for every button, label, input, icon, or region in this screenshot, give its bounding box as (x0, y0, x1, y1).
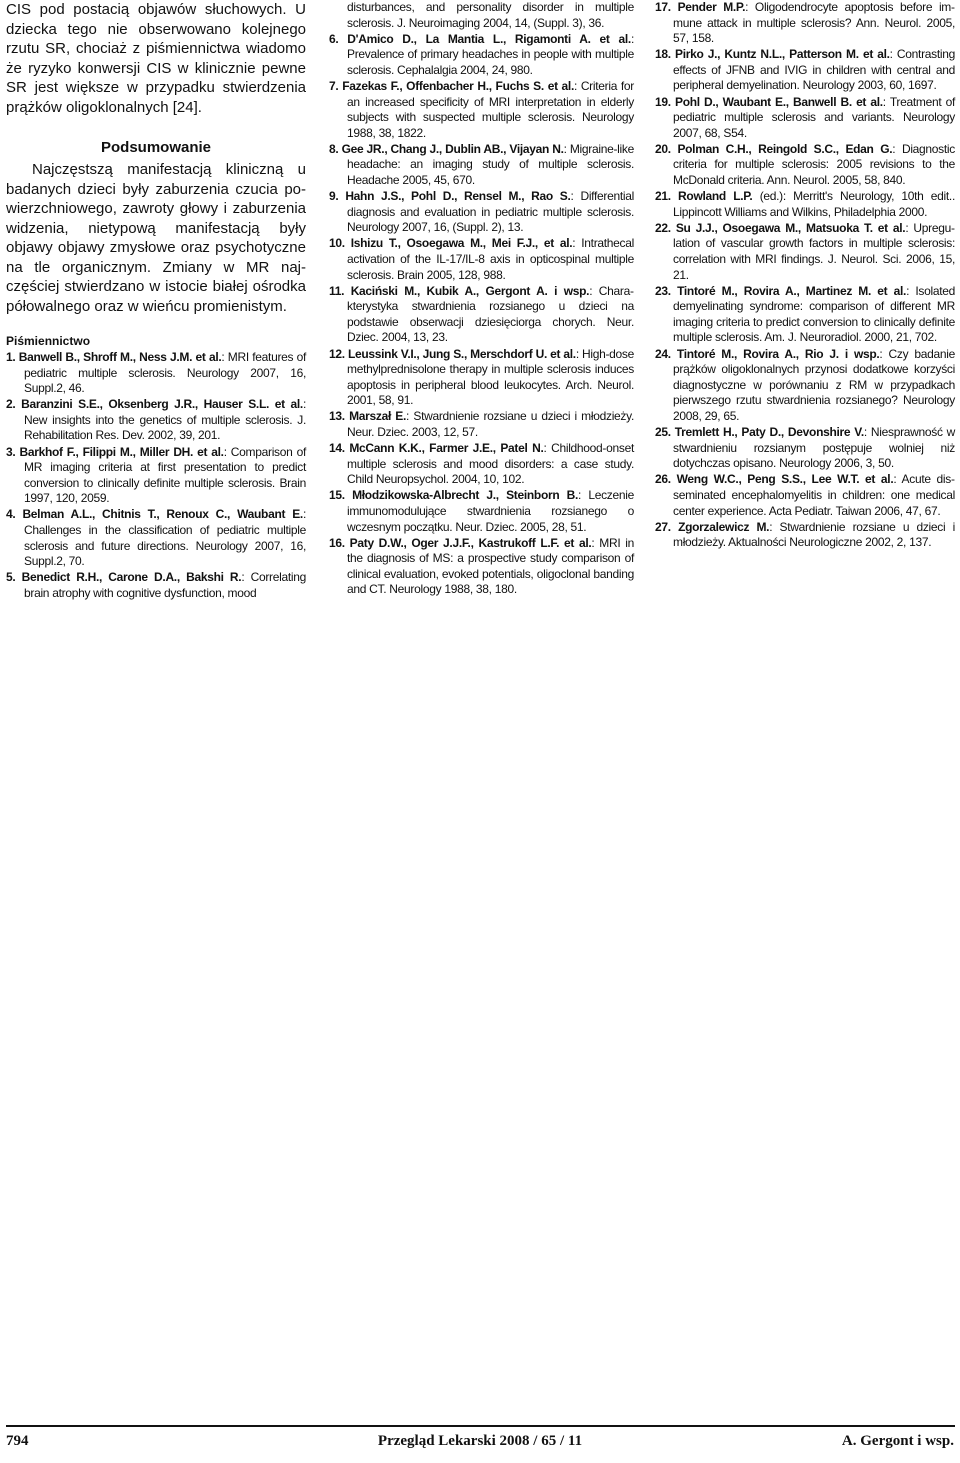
reference-number: 23. (655, 283, 671, 298)
reference-authors: Młodzikowska-Albrecht J., Steinborn B. (352, 488, 579, 503)
reference-authors: Hahn J.S., Pohl D., Rensel M., Rao S. (345, 189, 571, 204)
reference-authors: D'Amico D., La Mantia L., Rigamonti A. et al. (347, 31, 631, 46)
reference-text: : Stwardnienie rozsiane u dzieci i młodzieży. Aktualności Neurologiczne 2002, 2, 137. (673, 519, 955, 550)
summary-paragraph: Najczęstszą manifestacją kliniczną u badanych dzieci były zaburzenia czucia powierzchniowego, zawroty głowy i zaburzenia widzenia, nietypową manifestacją były objawy objawy zmysłowe oraz psychotyczne na tle organicznym. Zmiany w MR najczęściej stwierdzano w istocie białej ośrodka półowalnego oraz w wieńcu promienistym. (6, 161, 306, 315)
reference-item (6, 507, 306, 569)
reference-number: 10. (329, 236, 345, 251)
reference-item (329, 441, 634, 488)
reference-item (655, 284, 955, 346)
reference-authors: McCann K.K., Farmer J.E., Patel N. (349, 441, 544, 456)
reference-text: : Migraine-like headache: an imaging study of multiple sclerosis. Headache 2005, 45, 670. (347, 141, 634, 188)
reference-item (329, 236, 634, 283)
reference-number: 18. (655, 47, 671, 62)
reference-item (329, 536, 634, 598)
reference-number: 26. (655, 472, 671, 487)
journal-citation: Przegląd Lekarski 2008 / 65 / 11 (377, 1433, 583, 1449)
column-middle (329, 0, 634, 599)
reference-text: : Diagnostic criteria for multiple sclerosis: 2005 revisions to the McDonald criteria. Ann. Neurol. 2005, 58, 840. (673, 141, 955, 188)
reference-text: : Challenges in the classification of pediatric multiple sclerosis and future directions. Neurology 2007, 16, Suppl.2, 70. (24, 507, 306, 569)
reference-text: : Charakterystyka stwardnienia rozsianego u dzieci na podstawie obserwacji dziesięciorga chorych. Neur. Dziec. 2004, 13, 23. (347, 283, 634, 345)
reference-text: : Niesprawność w stwardnieniu rozsianym postępuje wolniej niż dotychczas opisano. Neurology 2006, 3, 50. (673, 425, 955, 471)
reference-text: : Criteria for an increased specificity of MRI interpretation in elderly subjects with suspected multiple sclerosis. Neurology 1988, 38, 1822. (347, 78, 634, 140)
reference-text: : Czy badanie prążków oligoklonalnych przynosi dodatkowe korzyści diagnostyczne w porównaniu z RM w przypadkach pierwszego rzutu stwardnienia rozsianego? Neurology 2008, 29, 65. (673, 346, 955, 423)
reference-authors: Pender M.P. (677, 0, 746, 14)
reference-authors: Fazekas F., Offenbacher H., Fuchs S. et al. (342, 78, 574, 93)
reference-authors: Kaciński M., Kubik A., Gergont A. i wsp. (350, 283, 590, 298)
reference-list-right (655, 0, 955, 551)
reference-authors: Leussink V.I., Jung S., Merschdorf U. et al. (347, 346, 576, 361)
reference-text: : Differential diagnosis and evaluation in pediatric multiple sclerosis. Neurology 2007, 16, (Suppl. 2), 13. (347, 189, 634, 235)
footer-rule (6, 1425, 955, 1427)
reference-number: 4. (6, 507, 16, 522)
reference-authors: Tintoré M., Rovira A., Martinez M. et al. (677, 283, 907, 298)
reference-item (329, 284, 634, 346)
column-left (6, 0, 306, 602)
reference-number: 13. (329, 409, 345, 424)
reference-text: : High-dose methylprednisolone therapy in multiple sclerosis induces apoptosis in peripheral blood leukocytes. Arch. Neurol. 2001, 58, 91. (347, 346, 634, 408)
reference-item (655, 189, 955, 220)
reference-number: 6. (329, 31, 339, 46)
reference-text: : Isolated demyelinating syndrome: comparison of different MR imaging criteria to predict conversion to clinically definite multiple sclerosis. Am. J. Neuroradiol. 2000, 21, 702. (673, 283, 955, 345)
reference-number: 19. (655, 94, 671, 109)
reference-item (655, 142, 955, 189)
reference-authors: Ishizu T., Osoegawa M., Mei F.J., et al. (350, 236, 573, 251)
reference-item (655, 520, 955, 551)
reference-authors: Baranzini S.E., Oksenberg J.R., Hauser S.L. et al. (21, 397, 303, 412)
reference-authors: Banwell B., Shroff M., Ness J.M. et al. (18, 350, 222, 364)
reference-item (655, 425, 955, 472)
reference-text: : Childhood-onset multiple sclerosis and mood disorders: a case study. Child Neuropsychol. 2004, 10, 102. (347, 441, 634, 487)
reference-authors: Paty D.W., Oger J.J.F., Kastrukoff L.F. et al. (349, 535, 592, 550)
reference-text: : Intrathecal activation of the IL-17/IL-8 axis in opticospinal multiple sclerosis. Brain 2005, 128, 988. (347, 236, 634, 282)
reference-list-middle (329, 32, 634, 598)
reference-item (329, 347, 634, 409)
reference-authors: Gee JR., Chang J., Dublin AB., Vijayan N. (341, 141, 564, 156)
reference-authors: Barkhof F., Filippi M., Miller DH. et al. (19, 444, 224, 459)
reference-authors: Su J.J., Osoegawa M., Matsuoka T. et al. (675, 220, 906, 235)
reference-item (655, 221, 955, 283)
reference-number: 24. (655, 346, 671, 361)
reference-item (329, 488, 634, 535)
reference-item (655, 347, 955, 425)
references-heading: Piśmiennictwo (6, 334, 91, 348)
reference-authors: Pohl D., Waubant E., Banwell B. et al. (675, 94, 883, 109)
reference-item (655, 0, 955, 47)
reference-number: 25. (655, 425, 671, 440)
reference-text: : New insights into the genetics of multiple sclerosis. J. Rehabilitation Res. Dev. 2002, 39, 201. (24, 397, 306, 443)
reference-number: 7. (329, 78, 339, 93)
reference-number: 12. (329, 346, 345, 361)
column-right (655, 0, 955, 551)
reference-number: 20. (655, 141, 671, 156)
reference-authors: Weng W.C., Peng S.S., Lee W.T. et al. (676, 472, 894, 487)
reference-authors: Tremlett H., Paty D., Devonshire V. (674, 425, 864, 440)
reference-item (6, 350, 306, 397)
reference-text: : Contrasting effects of JFNB and IVIG in children with central and peripheral demyelination. Neurology 2003, 60, 1697. (673, 47, 955, 93)
reference-item (329, 189, 634, 236)
reference-text: : Correlating brain atrophy with cognitive dysfunction, mood (24, 570, 306, 600)
reference-text: : MRI in the diagnosis of MS: a prospective study comparison of clinical evaluation, evoked potentials, oligoclonal banding and CT. Neurology 1988, 38, 180. (347, 535, 634, 597)
reference-text: (ed.): Merritt's Neurology, 10th edit.. Lippincott Williams and Wilkins, Philadelphia 2000. (673, 189, 955, 219)
reference-authors: Marszał E. (349, 409, 407, 424)
summary-heading: Podsumowanie (100, 139, 212, 156)
reference-number: 5. (6, 570, 16, 585)
reference-authors: Zgorzalewicz M. (678, 519, 770, 534)
reference-authors: Belman A.L., Chitnis T., Renoux C., Waubant E. (22, 507, 303, 522)
reference-text: : Comparison of MR imaging criteria at first presentation to predict conversion to clinically definite multiple sclerosis. Brain 1997, 120, 2059. (24, 444, 306, 506)
reference-item (329, 409, 634, 440)
running-author: A. Gergont i wsp. (841, 1433, 954, 1449)
reference-number: 15. (329, 488, 345, 503)
reference-number: 3. (6, 444, 16, 459)
reference-5-continuation: disturbances, and personality disorder in multiple sclerosis. J. Neuroimaging 2004, 14, (Suppl. 3), 36. (347, 0, 634, 30)
reference-item (329, 32, 634, 79)
reference-authors: Polman C.H., Reingold S.C., Edan G. (677, 141, 893, 156)
reference-item (655, 95, 955, 142)
reference-item (655, 47, 955, 94)
reference-text: : Upregulation of vascular growth factors in multiple sclerosis: correlation with MRI findings. J. Neurol. Sci. 2006, 15, 21. (673, 220, 955, 282)
reference-text: : Treatment of pediatric multiple sclerosis and variants. Neurology 2007, 68, S54. (673, 94, 955, 140)
reference-text: : MRI features of pediatric multiple sclerosis. Neurology 2007, 16, Suppl.2, 46. (24, 350, 306, 396)
intro-paragraph: CIS pod postacią objawów słuchowych. U dziecka tego nie obserwowano kolejnego rzutu SR, chociaż z piśmiennictwa wiadomo że ryzyko konwersji CIS w klinicznie pewne SR jest większe w przypadku stwierdzenia prążków oligoklonalnych [24]. (6, 1, 306, 116)
reference-number: 16. (329, 535, 345, 550)
reference-number: 1. (6, 350, 16, 364)
reference-item (655, 472, 955, 519)
reference-number: 21. (655, 189, 671, 204)
reference-item (6, 570, 306, 601)
reference-item (329, 142, 634, 189)
reference-number: 11. (329, 283, 345, 298)
reference-text: : Leczenie immunomodulujące stwardnienia rozsianego o wczesnym początku. Neur. Dziec. 2005, 28, 51. (347, 488, 634, 534)
reference-list-left (6, 350, 306, 602)
reference-authors: Benedict R.H., Carone D.A., Bakshi R. (21, 570, 242, 585)
reference-number: 27. (655, 519, 671, 534)
reference-text: : Prevalence of primary headaches in people with multiple sclerosis. Cephalalgia 2004, 24, 980. (347, 31, 634, 77)
reference-item (6, 397, 306, 444)
reference-number: 22. (655, 220, 671, 235)
reference-number: 14. (329, 441, 345, 456)
reference-number: 9. (329, 189, 339, 204)
reference-number: 8. (329, 141, 339, 156)
reference-number: 17. (655, 0, 671, 14)
reference-text: : Oligodendrocyte apoptosis before immune attack in multiple sclerosis? Ann. Neurol. 2005, 57, 158. (673, 0, 956, 46)
reference-authors: Pirko J., Kuntz N.L., Patterson M. et al. (675, 47, 890, 62)
page-number: 794 (6, 1433, 29, 1449)
reference-item (6, 445, 306, 507)
reference-text: : Stwardnienie rozsiane u dzieci i młodzieży. Neur. Dziec. 2003, 12, 57. (347, 409, 634, 440)
reference-number: 2. (6, 397, 16, 412)
reference-item (329, 79, 634, 141)
reference-authors: Rowland L.P. (678, 189, 753, 204)
reference-text: : Acute disseminated encephalomyelitis in children: one medical center experience. Acta Pediatr. Taiwan 2006, 47, 67. (673, 472, 955, 518)
reference-authors: Tintoré M., Rovira A., Rio J. i wsp. (676, 346, 880, 361)
